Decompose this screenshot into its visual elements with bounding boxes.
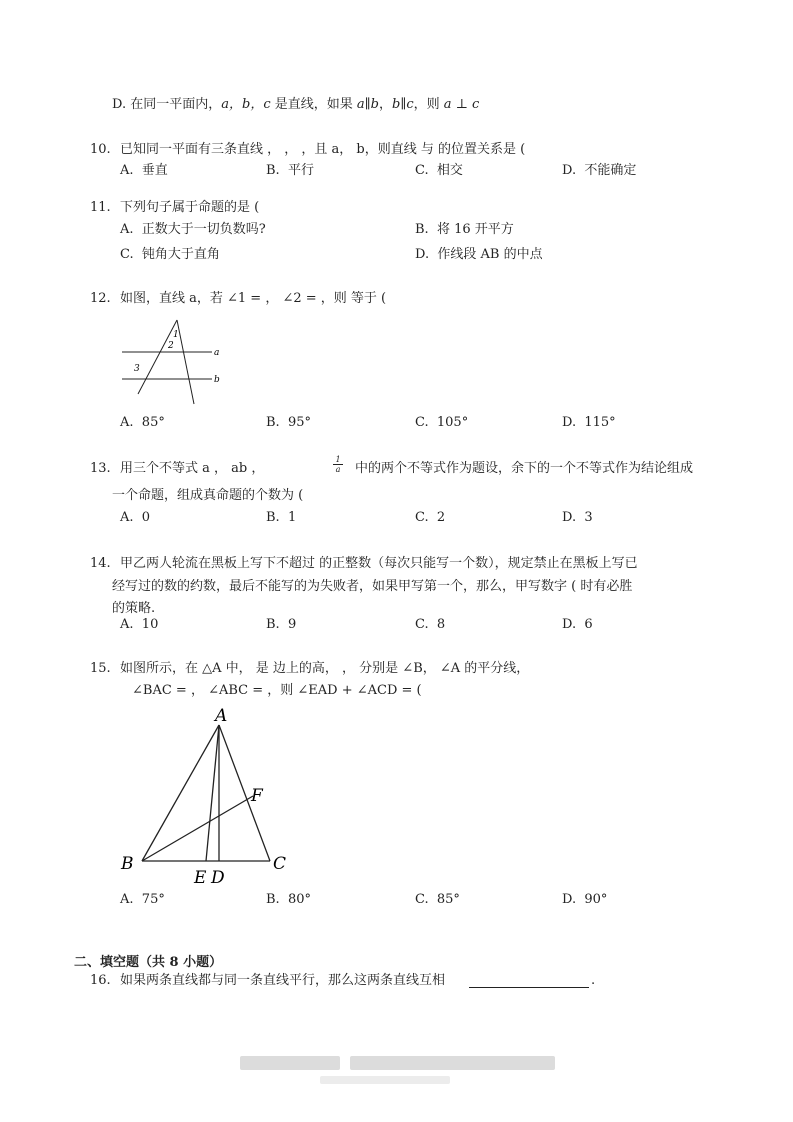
q16-answer-blank[interactable] [469, 973, 589, 988]
option-text: 10 [141, 617, 159, 632]
option-label: A. [120, 510, 134, 525]
q15-line1: 如图所示，在 △A 中， 是 边上的高， ， 分别是 ∠B， ∠A 的平分线， [120, 661, 530, 676]
q11-stem: 下列句子属于命题的是 ( [120, 200, 260, 215]
option-text: 6 [584, 617, 593, 632]
q9-d-cond2: b∥c [392, 97, 414, 112]
q15-option-c [415, 892, 460, 908]
transversal-1 [177, 320, 194, 404]
q9-d-label: D. [112, 97, 127, 112]
option-label: C. [415, 415, 429, 430]
q9-option-d [112, 97, 479, 113]
option-text: 115° [584, 415, 616, 430]
option-text: 作线段 AB 的中点 [437, 247, 543, 262]
q12-option-a [120, 415, 165, 431]
option-label: A. [120, 222, 134, 237]
option-label: B. [266, 892, 280, 907]
option-text: 相交 [436, 163, 463, 178]
vertex-b-label: B [121, 854, 134, 874]
option-label: B. [415, 222, 429, 237]
angle-2-label: 2 [168, 341, 174, 351]
blurred-footer-sub [320, 1076, 450, 1084]
q15-line2: ∠BAC = ， ∠ABC = ，则 ∠EAD + ∠ACD = ( [132, 683, 422, 698]
q12-option-d [562, 415, 616, 431]
option-text: 8 [436, 617, 446, 632]
option-text: 钝角大于直角 [141, 247, 220, 262]
q15-triangle-figure [118, 703, 308, 888]
option-label: D. [562, 415, 577, 430]
q13-number: 13. [90, 461, 111, 476]
fraction-numerator: 1 [333, 455, 343, 465]
option-label: B. [266, 510, 280, 525]
transversal-2 [138, 320, 177, 394]
option-label: C. [415, 510, 429, 525]
option-text: 1 [287, 510, 297, 525]
q10-stem: 已知同一平面有三条直线 ， ， ，且 a， b，则直线 与 的位置关系是 ( [120, 142, 526, 157]
option-text: 80° [287, 892, 311, 907]
q12-option-c [415, 415, 468, 431]
q16-stem: 如果两条直线都与同一条直线平行，那么这两条直线互相 [120, 973, 446, 988]
q10-option-a [120, 163, 168, 179]
option-label: A. [120, 163, 134, 178]
option-label: A. [120, 617, 134, 632]
q14-option-c [415, 617, 445, 633]
option-text: 不能确定 [584, 163, 637, 178]
option-text: 90° [584, 892, 608, 907]
option-label: A. [120, 892, 134, 907]
angle-1-label: 1 [173, 330, 179, 340]
option-text: 正数大于一切负数吗? [141, 222, 266, 237]
option-label: C. [120, 247, 134, 262]
q16-period: . [591, 973, 596, 988]
q14-line3: 的策略. [112, 601, 156, 616]
blurred-footer-right [350, 1056, 555, 1070]
q11-option-d [415, 247, 543, 263]
q14-line2: 经写过的数的约数，最后不能写的为失败者，如果甲写第一个，那么，甲写数字 ( 时有必胜 [112, 579, 633, 594]
option-label: D. [415, 247, 430, 262]
option-text: 垂直 [141, 163, 168, 178]
q11-number: 11. [90, 200, 111, 215]
q15-number: 15. [90, 661, 111, 676]
q13-option-d [562, 510, 593, 526]
q10-number: 10. [90, 142, 111, 157]
fraction-denominator: a [335, 465, 341, 474]
q14-option-d [562, 617, 593, 633]
option-text: 平行 [287, 163, 314, 178]
q11-option-c [120, 247, 220, 263]
q10-option-b [266, 163, 314, 179]
q9-d-vars: a，b，c [221, 97, 271, 112]
q13-fraction [333, 455, 343, 474]
point-e-label: E [194, 868, 207, 888]
option-text: 2 [436, 510, 446, 525]
q13-option-a [120, 510, 150, 526]
option-label: D. [562, 510, 577, 525]
q14-option-a [120, 617, 158, 633]
option-text: 0 [141, 510, 151, 525]
q15-option-b [266, 892, 311, 908]
option-text: 85° [141, 415, 165, 430]
option-text: 75° [141, 892, 165, 907]
q15-option-d [562, 892, 607, 908]
q9-d-text: 在同一平面内， [130, 97, 222, 112]
option-text: 85° [436, 892, 460, 907]
option-text: 95° [287, 415, 311, 430]
option-label: D. [562, 617, 577, 632]
option-label: A. [120, 415, 134, 430]
q14-line1: 甲乙两人轮流在黑板上写下不超过 的正整数（每次只能写一个数），规定禁止在黑板上写已 [120, 556, 638, 571]
blurred-footer-left [240, 1056, 340, 1070]
q14-option-b [266, 617, 296, 633]
q13-option-b [266, 510, 296, 526]
q10-option-d [562, 163, 636, 179]
q9-d-then: ，则 [413, 97, 440, 112]
angle-3-label: 3 [134, 364, 140, 374]
option-label: D. [562, 892, 577, 907]
option-label: C. [415, 163, 429, 178]
q11-option-a [120, 222, 266, 238]
q12-number: 12. [90, 291, 111, 306]
q9-d-conclusion: a ⊥ c [443, 97, 480, 112]
q16-number: 16. [90, 973, 111, 988]
q14-number: 14. [90, 556, 111, 571]
line-b-label: b [214, 375, 220, 385]
q12-option-b [266, 415, 311, 431]
option-label: B. [266, 415, 280, 430]
option-label: C. [415, 892, 429, 907]
q15-option-a [120, 892, 165, 908]
option-label: C. [415, 617, 429, 632]
q9-d-mid: 是直线，如果 [274, 97, 353, 112]
q13-stem-line2: 一个命题，组成真命题的个数为 ( [112, 488, 304, 503]
q13-option-c [415, 510, 445, 526]
option-label: D. [562, 163, 577, 178]
q10-option-c [415, 163, 463, 179]
section-heading: 二、填空题（共 8 小题） [74, 955, 223, 970]
point-f-label: F [251, 786, 263, 806]
bisector-bf [142, 796, 253, 861]
option-text: 将 16 开平方 [436, 222, 514, 237]
q12-figure [118, 316, 228, 408]
q13-stem-b: 中的两个不等式作为题设，余下的一个不等式作为结论组成 [355, 461, 694, 476]
vertex-c-label: C [273, 854, 287, 874]
option-text: 3 [584, 510, 593, 525]
q9-d-comma: ， [378, 97, 392, 112]
option-text: 9 [287, 617, 297, 632]
vertex-a-label: A [215, 706, 228, 726]
option-text: 105° [436, 415, 469, 430]
option-label: B. [266, 617, 280, 632]
q12-stem: 如图，直线 a，若 ∠1 = ， ∠2 = ，则 等于 ( [120, 291, 387, 306]
q9-d-cond1: a∥b [356, 97, 379, 112]
q11-option-b [415, 222, 514, 238]
point-d-label: D [211, 868, 225, 888]
q13-stem-a: 用三个不等式 a ， ab ， [120, 461, 265, 476]
option-label: B. [266, 163, 280, 178]
line-a-label: a [214, 348, 220, 358]
